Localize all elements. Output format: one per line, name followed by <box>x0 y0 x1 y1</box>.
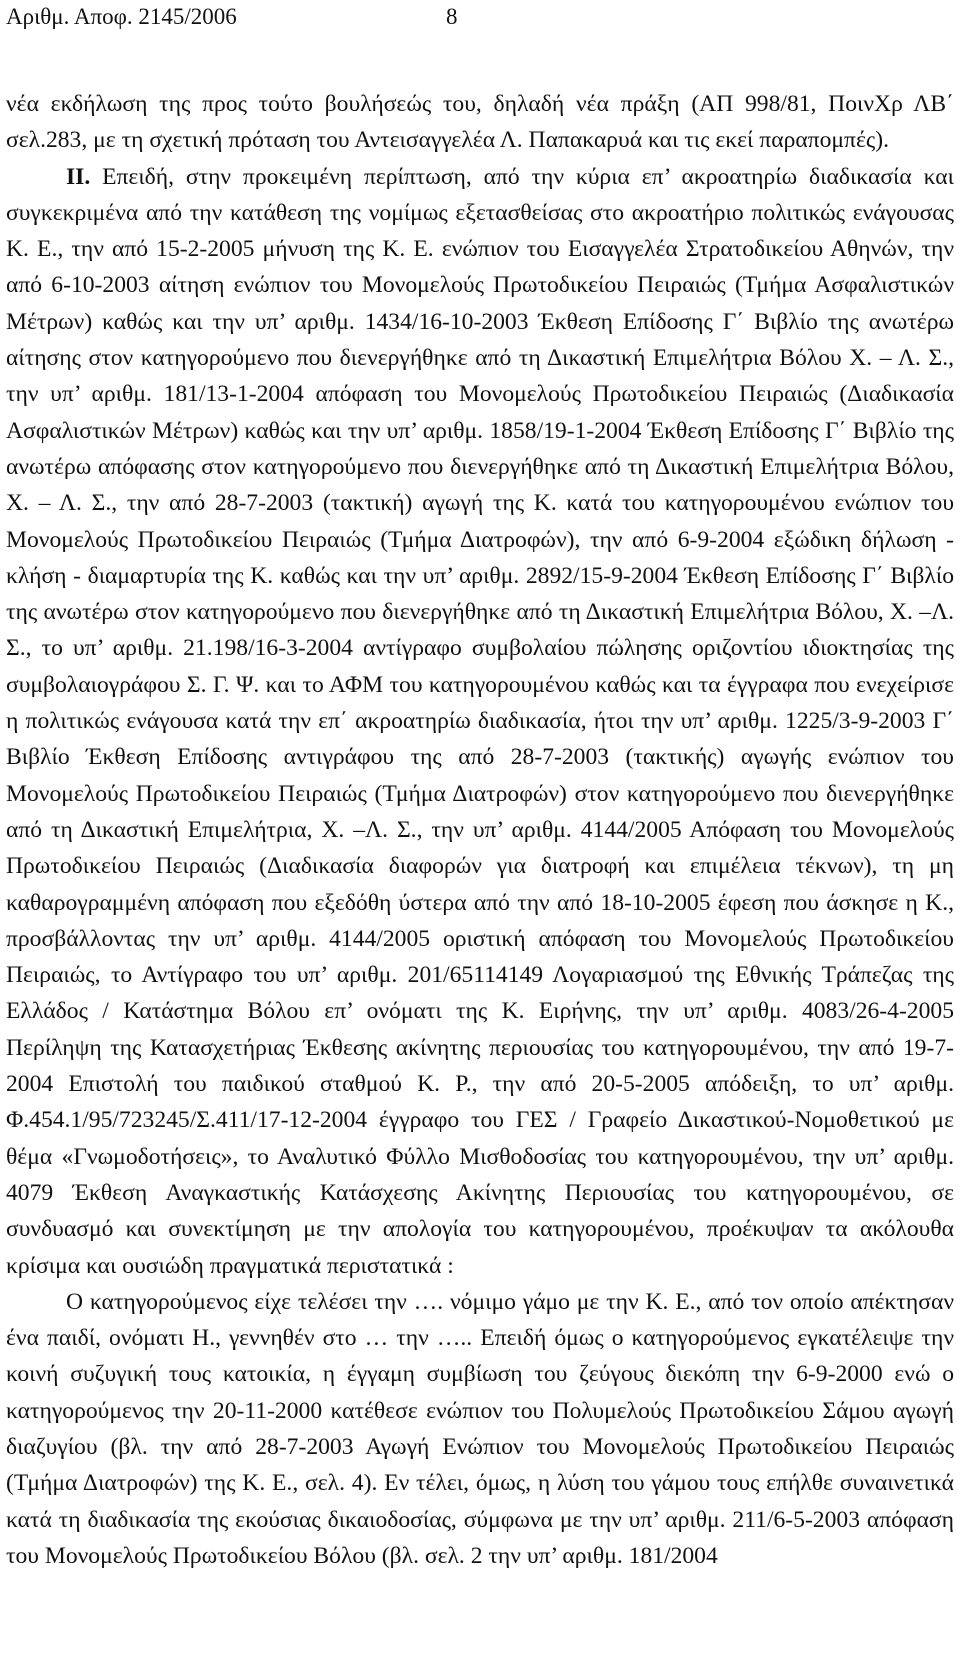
paragraph-section-ii <box>6 159 954 1284</box>
paragraph-continuation: νέα εκδήλωση της προς τούτο βουλήσεώς του, δηλαδή νέα πράξη (ΑΠ 998/81, ΠοινΧρ ΛΒ΄ σελ.283, με τη σχετική πρόταση του Αντεισαγγελέα Λ. Παπακαρυά και τις εκεί παραπομπές). <box>6 91 954 154</box>
paragraph-facts: Ο κατηγορούμενος είχε τελέσει την …. νόμιμο γάμο με την Κ. Ε., από τον οποίο απέκτησαν ένα παιδί, ονόματι Η., γεννηθέν στο … την ….. Επειδή όμως ο κατηγορούμενος εγκατέλειψε την κοινή συζυγική τους κατοικία, η έγγαμη συμβίωση του ζεύγους διεκόπη την 6-9-2000 ενώ ο κατηγορούμενος την 20-11-2000 κατέθεσε ενώπιον του Πολυμελούς Πρωτοδικείου Σάμου αγωγή διαζυγίου (βλ. την από 28-7-2003 Αγωγή Ενώπιον του Μονομελούς Πρωτοδικείου Πειραιώς (Τμήμα Διατροφών) της Κ. Ε., σελ. 4). Εν τέλει, όμως, η λύση του γάμου τους επήλθε συναινετικά κατά τη διαδικασία της εκούσιας δικαιοδοσίας, σύμφωνα με την υπ’ αριθμ. 211/6-5-2003 απόφαση του Μονομελούς Πρωτοδικείου Βόλου (βλ. σελ. 2 την υπ’ αριθμ. 181/2004 <box>6 1288 954 1569</box>
body-text <box>6 86 954 1574</box>
section-marker: ΙΙ. <box>66 163 91 190</box>
page-number: 8 <box>446 4 458 29</box>
page-header <box>6 2 458 32</box>
header-title: Αριθμ. Αποφ. 2145/2006 <box>6 4 237 29</box>
section-ii-text: Επειδή, στην προκειμένη περίπτωση, από την κύρια επ’ ακροατηρίω διαδικασία και συγκεκριμένα από την κατάθεση της νομίμως εξετασθείσας στο ακροατήριο πολιτικώς ενάγουσας Κ. Ε., την από 15-2-2005 μήνυση της Κ. Ε. ενώπιον του Εισαγγελέα Στρατοδικείου Αθηνών, την από 6-10-2003 αίτηση ενώπιον του Μονομελούς Πρωτοδικείου Πειραιώς (Τμήμα Ασφαλιστικών Μέτρων) καθώς και την υπ’ αριθμ. 1434/16-10-2003 Έκθεση Επίδοσης Γ΄ Βιβλίο της ανωτέρω αίτησης στον κατηγορούμενο που διενεργήθηκε από τη Δικαστική Επιμελήτρια Βόλου Χ. – Λ. Σ., την υπ’ αριθμ. 181/13-1-2004 απόφαση του Μονομελούς Πρωτοδικείου Πειραιώς (Διαδικασία Ασφαλιστικών Μέτρων) καθώς και την υπ’ αριθμ. 1858/19-1-2004 Έκθεση Επίδοσης Γ΄ Βιβλίο της ανωτέρω απόφασης στον κατηγορούμενο που διενεργήθηκε από τη Δικαστική Επιμελήτρια Βόλου, Χ. – Λ. Σ., την από 28-7-2003 (τακτική) αγωγή της Κ. κατά του κατηγορουμένου ενώπιον του Μονομελούς Πρωτοδικείου Πειραιώς (Τμήμα Διατροφών), την από 6-9-2004 εξώδικη δήλωση - κλήση - διαμαρτυρία της Κ. καθώς και την υπ’ αριθμ. 2892/15-9-2004 Έκθεση Επίδοσης Γ΄ Βιβλίο της ανωτέρω στον κατηγορούμενο που διενεργήθηκε από τη Δικαστική Επιμελήτρια Βόλου, Χ. –Λ. Σ., το υπ’ αριθμ. 21.198/16-3-2004 αντίγραφο συμβολαίου πώλησης οριζοντίου ιδιοκτησίας της συμβολαιογράφου Σ. Γ. Ψ. και το ΑΦΜ του κατηγορουμένου καθώς και τα έγγραφα που ενεχείρισε η πολιτικώς ενάγουσα κατά την επ΄ ακροατηρίω διαδικασία, ήτοι την υπ’ αριθμ. 1225/3-9-2003 Γ΄ Βιβλίο Έκθεση Επίδοσης αντιγράφου της από 28-7-2003 (τακτικής) αγωγής ενώπιον του Μονομελούς Πρωτοδικείου Πειραιώς (Τμήμα Διατροφών) στον κατηγορούμενο που διενεργήθηκε από τη Δικαστική Επιμελήτρια, Χ. –Λ. Σ., την υπ’ αριθμ. 4144/2005 Απόφαση του Μονομελούς Πρωτοδικείου Πειραιώς (Διαδικασία διαφορών για διατροφή και επιμέλεια τέκνων), τη μη καθαρογραμμένη απόφαση που εξεδόθη ύστερα από την από 18-10-2005 έφεση που άσκησε η Κ., προσβάλλοντας την υπ’ αριθμ. 4144/2005 οριστική απόφαση του Μονομελούς Πρωτοδικείου Πειραιώς, το Αντίγραφο του υπ’ αριθμ. 201/65114149 Λογαριασμού της Εθνικής Τράπεζας της Ελλάδος / Κατάστημα Βόλου επ’ ονόματι της Κ. Ειρήνης, την υπ’ αριθμ. 4083/26-4-2005 Περίληψη της Κατασχετήριας Έκθεσης ακίνητης περιουσίας του κατηγορουμένου, την από 19-7-2004 Επιστολή του παιδικού σταθμού Κ. Ρ., την από 20-5-2005 απόδειξη, το υπ’ αριθμ. Φ.454.1/95/723245/Σ.411/17-12-2004 έγγραφο του ΓΕΣ / Γραφείο Δικαστικού-Νομοθετικού με θέμα «Γνωμοδοτήσεις», το Αναλυτικό Φύλλο Μισθοδοσίας του κατηγορουμένου, την υπ’ αριθμ. 4079 Έκθεση Αναγκαστικής Κατάσχεσης Ακίνητης Περιουσίας του κατηγορουμένου, σε συνδυασμό και συνεκτίμηση με την απολογία του κατηγορουμένου, προέκυψαν τα ακόλουθα κρίσιμα και ουσιώδη πραγματικά περιστατικά : <box>6 163 954 1279</box>
